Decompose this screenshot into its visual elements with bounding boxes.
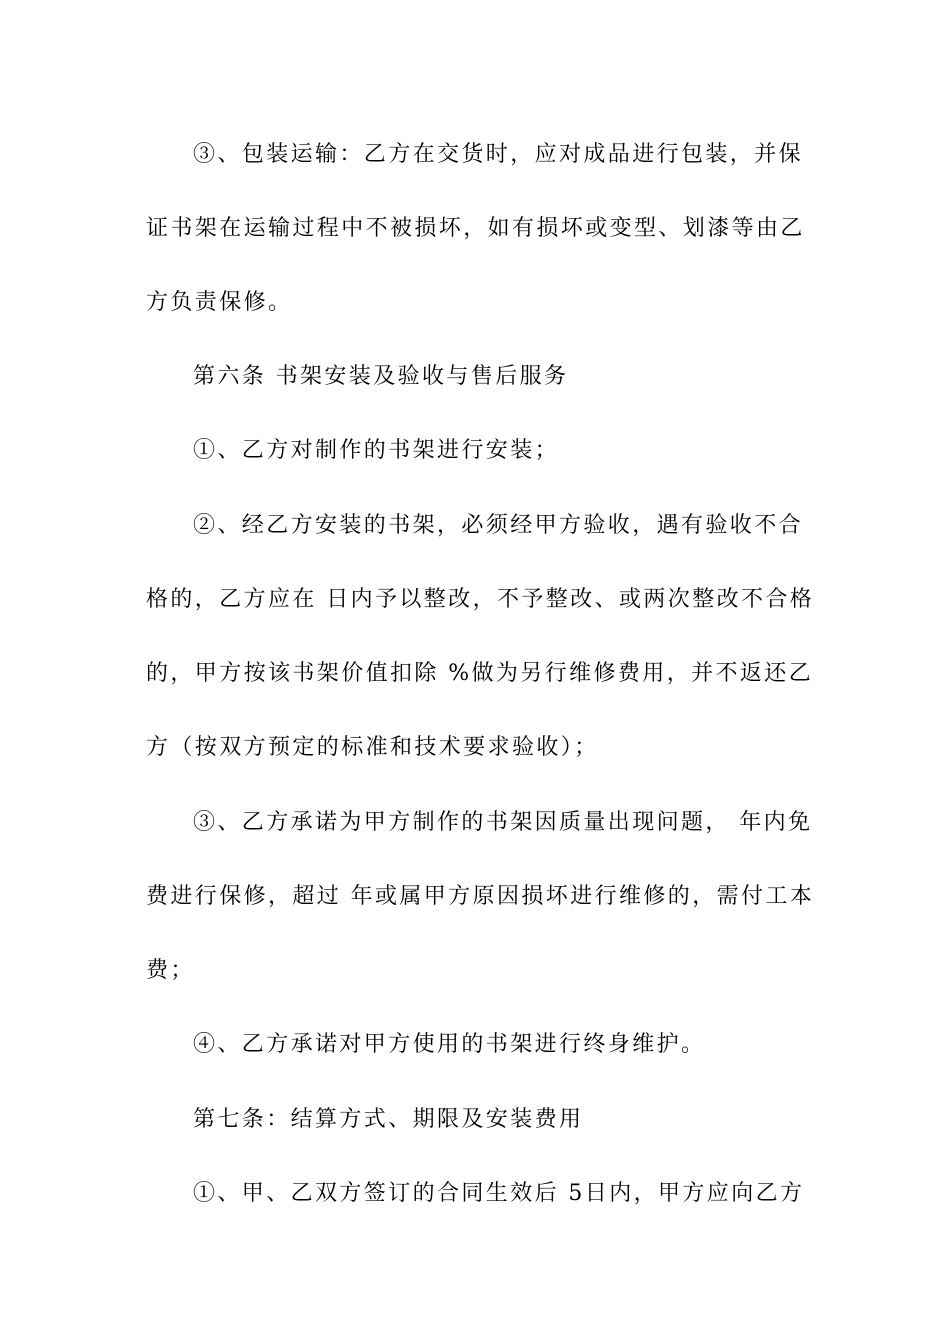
article-6-heading: 第六条 书架安装及验收与售后服务 (193, 364, 569, 389)
paragraph-packaging-line-2: 证书架在运输过程中不被损坏，如有损坏或变型、划漆等由乙 (146, 216, 805, 241)
article-6-item-3-line-3: 费； (146, 958, 195, 983)
article-7-item-1-line-1: ①、甲、乙双方签订的合同生效后 5日内，甲方应向乙方 (193, 1181, 805, 1206)
article-6-item-2-line-1: ②、经乙方安装的书架，必须经甲方验收，遇有验收不合 (193, 513, 804, 538)
article-6-item-3-line-1: ③、乙方承诺为甲方制作的书架因质量出现问题， 年内免 (193, 810, 813, 835)
article-6-item-1: ①、乙方对制作的书架进行安装； (193, 438, 560, 463)
paragraph-packaging-line-1: ③、包装运输：乙方在交货时，应对成品进行包装，并保 (193, 142, 804, 167)
article-6-item-2-line-3: 的，甲方按该书架价值扣除 %做为另行维修费用，并不返还乙 (146, 661, 814, 686)
article-6-item-4: ④、乙方承诺对甲方使用的书架进行终身维护。 (193, 1032, 706, 1057)
paragraph-packaging-line-3: 方负责保修。 (146, 290, 293, 315)
article-6-item-2-line-4: 方（按双方预定的标准和技术要求验收）； (146, 735, 599, 760)
article-7-heading: 第七条：结算方式、期限及安装费用 (193, 1107, 584, 1132)
article-6-item-3-line-2: 费进行保修，超过 年或属甲方原因损坏进行维修的，需付工本 (146, 884, 815, 909)
article-6-item-2-line-2: 格的，乙方应在 日内予以整改，不予整改、或两次整改不合格 (146, 587, 815, 612)
